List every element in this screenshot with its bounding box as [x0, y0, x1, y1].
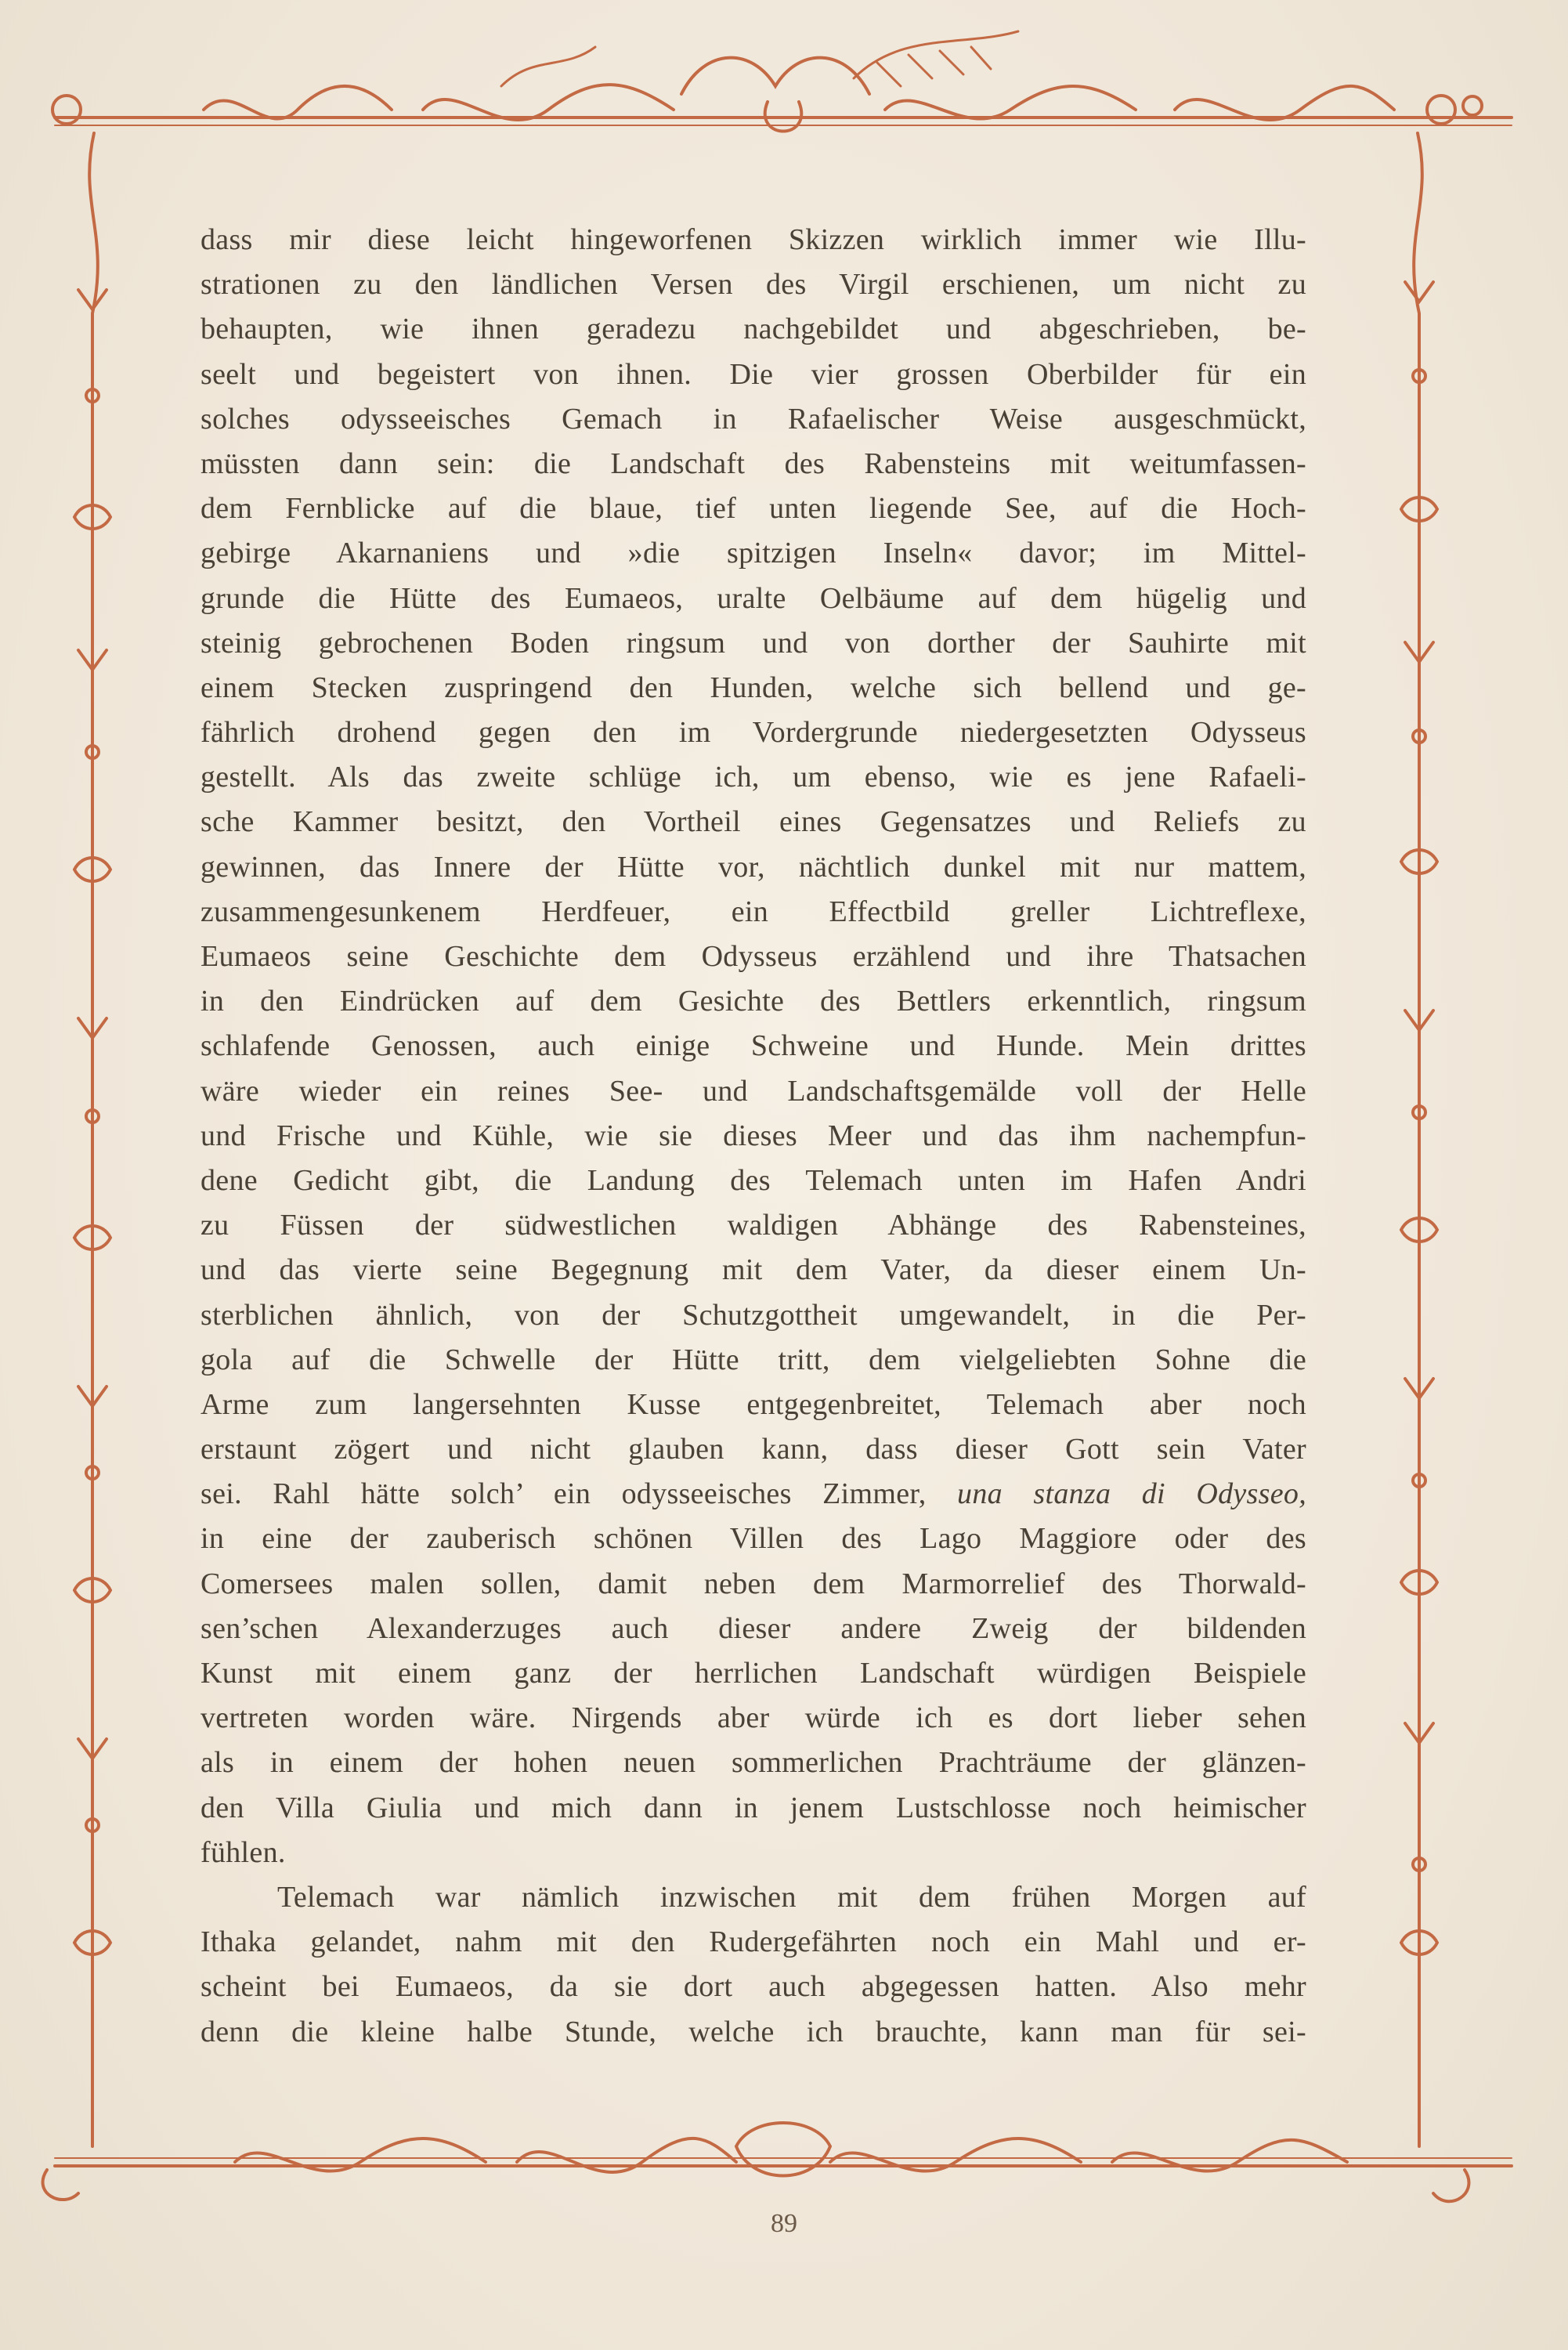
text-line: vertreten worden wäre. Nirgends aber würde ich es dort lieber sehen	[201, 1701, 1306, 1735]
right-vine	[1414, 133, 1422, 2146]
text-line: in eine der zauberisch schönen Villen des Lago Maggiore oder des	[201, 1522, 1306, 1556]
text-line: in den Eindrücken auf dem Gesichte des Bettlers erkenntlich, ringsum	[201, 985, 1306, 1018]
text-line: zusammengesunkenem Herdfeuer, ein Effectbild greller Lichtreflexe,	[201, 895, 1306, 928]
text-line: strationen zu den ländlichen Versen des Virgil erschienen, um nicht zu	[201, 268, 1306, 302]
text-line: als in einem der hohen neuen sommerlichen Prachträume der glänzen-	[201, 1746, 1306, 1780]
page-number: 89	[771, 2209, 797, 2238]
text-line: Comersees malen sollen, damit neben dem Marmorrelief des Thorwald-	[201, 1567, 1306, 1600]
text-line: behaupten, wie ihnen geradezu nachgebildet und abgeschrieben, be-	[201, 313, 1306, 346]
text-line-paragraph-start: Telemach war nämlich inzwischen mit dem frühen Morgen auf	[277, 1880, 1306, 1914]
text-line: Ithaka gelandet, nahm mit den Rudergefährten noch ein Mahl und er-	[201, 1925, 1306, 1959]
text-line: sche Kammer besitzt, den Vortheil eines Gegensatzes und Reliefs zu	[201, 805, 1306, 839]
text-line-with-italic	[201, 1472, 1306, 1517]
text-line: einem Stecken zuspringend den Hunden, welche sich bellend und ge-	[201, 671, 1306, 704]
text-line: solches odysseeisches Gemach in Rafaelischer Weise ausgeschmückt,	[201, 402, 1306, 436]
text-run: sei. Rahl hätte solch’ ein odysseeisches Zimmer,	[201, 1477, 958, 1511]
text-line: wäre wieder ein reines See- und Landschaftsgemälde voll der Helle	[201, 1074, 1306, 1108]
left-vine	[89, 133, 98, 2146]
text-line: müssten dann sein: die Landschaft des Rabensteins mit weitumfassen-	[201, 446, 1306, 480]
text-line: und Frische und Kühle, wie sie dieses Meer und das ihm nachempfun-	[201, 1119, 1306, 1152]
text-line: Kunst mit einem ganz der herrlichen Landschaft würdigen Beispiele	[201, 1657, 1306, 1690]
text-line: gestellt. Als das zweite schlüge ich, um ebenso, wie es jene Rafaeli-	[201, 761, 1306, 794]
text-line: gewinnen, das Innere der Hütte vor, nächtlich dunkel mit nur mattem,	[201, 850, 1306, 884]
text-line: sterblichen ähnlich, von der Schutzgottheit umgewandelt, in die Per-	[201, 1298, 1306, 1332]
text-line: gebirge Akarnaniens und »die spitzigen Inseln« davor; im Mittel-	[201, 537, 1306, 570]
text-line: Arme zum langersehnten Kusse entgegenbreitet, Telemach aber noch	[201, 1387, 1306, 1421]
italic-phrase: una stanza di Odysseo,	[957, 1477, 1306, 1511]
text-line: schlafende Genossen, auch einige Schweine und Hunde. Mein drittes	[201, 1029, 1306, 1063]
text-line: denn die kleine halbe Stunde, welche ich brauchte, kann man für sei-	[201, 2015, 1306, 2048]
text-line: und das vierte seine Begegnung mit dem Vater, da dieser einem Un-	[201, 1253, 1306, 1287]
text-line: dem Fernblicke auf die blaue, tief unten liegende See, auf die Hoch-	[201, 492, 1306, 526]
text-line: grunde die Hütte des Eumaeos, uralte Oelbäume auf dem hügelig und	[201, 581, 1306, 615]
text-line: Eumaeos seine Geschichte dem Odysseus erzählend und ihre Thatsachen	[201, 940, 1306, 973]
body-text	[201, 218, 1306, 2055]
text-line: gola auf die Schwelle der Hütte tritt, dem vielgeliebten Sohne die	[201, 1343, 1306, 1376]
text-line: seelt und begeistert von ihnen. Die vier grossen Oberbilder für ein	[201, 357, 1306, 391]
text-line: sen’schen Alexanderzuges auch dieser andere Zweig der bildenden	[201, 1611, 1306, 1645]
text-line: steinig gebrochenen Boden ringsum und von dorther der Sauhirte mit	[201, 626, 1306, 660]
text-line: erstaunt zögert und nicht glauben kann, dass dieser Gott sein Vater	[201, 1433, 1306, 1466]
text-line: dass mir diese leicht hingeworfenen Skizzen wirklich immer wie Illu-	[201, 223, 1306, 256]
text-line: dene Gedicht gibt, die Landung des Telemach unten im Hafen Andri	[201, 1163, 1306, 1197]
text-line: fährlich drohend gegen den im Vordergrunde niedergesetzten Odysseus	[201, 716, 1306, 750]
text-line: den Villa Giulia und mich dann in jenem Lustschlosse noch heimischer	[201, 1791, 1306, 1824]
text-line: zu Füssen der südwestlichen waldigen Abhänge des Rabensteines,	[201, 1209, 1306, 1242]
text-line-paragraph-end: fühlen.	[201, 1835, 286, 1869]
text-line: scheint bei Eumaeos, da sie dort auch abgegessen hatten. Also mehr	[201, 1970, 1306, 2004]
